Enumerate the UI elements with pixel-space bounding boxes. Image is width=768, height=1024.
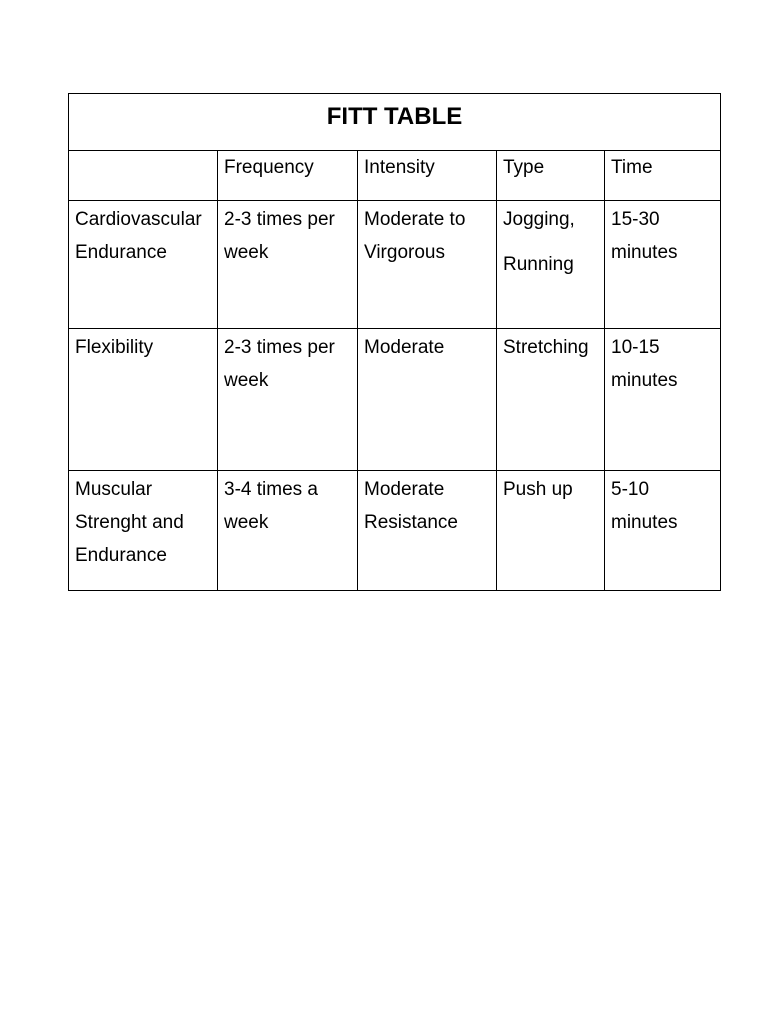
component-cell (69, 201, 218, 329)
cell-line: week (224, 242, 269, 263)
cell-line: Endurance (75, 545, 167, 566)
cell-line: 15-30 (611, 209, 660, 230)
component-cell (69, 329, 218, 471)
cell-line: minutes (611, 242, 678, 263)
cell-line: Stretching (503, 337, 589, 358)
cell-line: week (224, 512, 269, 533)
type-cell (497, 471, 605, 591)
cell-line: Jogging, (503, 209, 575, 230)
header-cell-intensity: Intensity (358, 151, 497, 201)
cell-line: Virgorous (364, 242, 445, 263)
cell-line: Moderate (364, 337, 445, 358)
table-row (69, 201, 721, 329)
header-cell-frequency: Frequency (218, 151, 358, 201)
type-cell (497, 329, 605, 471)
table-title: FITT TABLE (69, 94, 721, 151)
header-cell-component (69, 151, 218, 201)
cell-line: Moderate to (364, 209, 466, 230)
fitt-table (68, 93, 721, 591)
table-header-row (69, 151, 721, 201)
type-cell (497, 201, 605, 329)
cell-line: Strenght and (75, 512, 184, 533)
cell-line: 5-10 (611, 479, 650, 500)
cell-line: minutes (611, 512, 678, 533)
cell-line: Push up (503, 479, 573, 500)
header-cell-time: Time (605, 151, 721, 201)
header-cell-type: Type (497, 151, 605, 201)
cell-line: 2-3 times per (224, 337, 335, 358)
cell-line: Resistance (364, 512, 458, 533)
cell-line: 2-3 times per (224, 209, 335, 230)
frequency-cell (218, 329, 358, 471)
table-row (69, 329, 721, 471)
cell-line: Cardiovascular (75, 209, 202, 230)
cell-line: Flexibility (75, 337, 154, 358)
table-title-row (69, 94, 721, 151)
cell-line: 3-4 times a (224, 479, 318, 500)
cell-line: 10-15 (611, 337, 660, 358)
cell-line: Muscular (75, 479, 153, 500)
intensity-cell (358, 201, 497, 329)
time-cell (605, 201, 721, 329)
frequency-cell (218, 471, 358, 591)
cell-line: Moderate (364, 479, 445, 500)
time-cell (605, 329, 721, 471)
cell-line: week (224, 370, 269, 391)
table-row (69, 471, 721, 591)
cell-line: minutes (611, 370, 678, 391)
frequency-cell (218, 201, 358, 329)
cell-line: Running (503, 254, 574, 275)
cell-line: Endurance (75, 242, 167, 263)
intensity-cell (358, 471, 497, 591)
time-cell (605, 471, 721, 591)
intensity-cell (358, 329, 497, 471)
component-cell (69, 471, 218, 591)
